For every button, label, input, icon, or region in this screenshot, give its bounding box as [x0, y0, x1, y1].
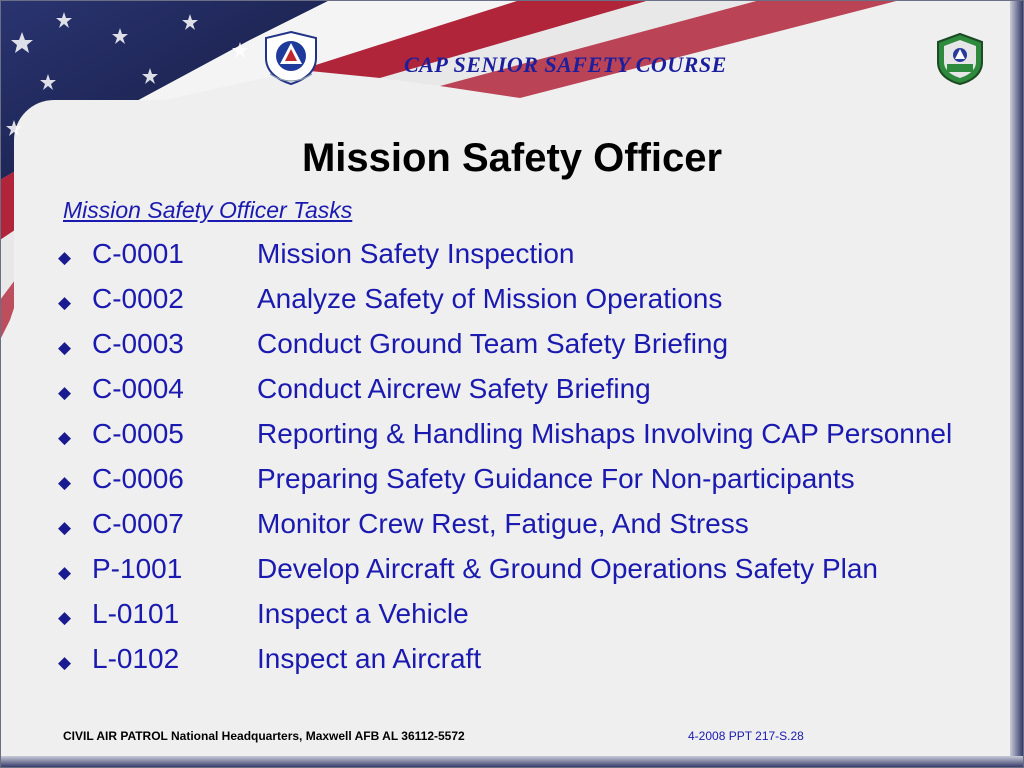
task-code: C-0007 [92, 508, 184, 539]
task-code: P-1001 [92, 553, 183, 584]
diamond-bullet-icon: ◆ [58, 563, 72, 582]
task-code: L-0102 [92, 643, 180, 674]
task-description: Inspect a Vehicle [257, 598, 469, 629]
right-frame-rail [1010, 0, 1024, 768]
list-item [58, 506, 978, 541]
task-description: Conduct Aircrew Safety Briefing [257, 373, 651, 404]
bottom-frame-rail [0, 756, 1024, 768]
list-item [58, 236, 978, 271]
diamond-bullet-icon: ◆ [58, 608, 72, 627]
task-description: Analyze Safety of Mission Operations [257, 283, 723, 314]
task-description: Monitor Crew Rest, Fatigue, And Stress [257, 508, 749, 539]
task-description: Mission Safety Inspection [257, 238, 575, 269]
slide-title: Mission Safety Officer [301, 136, 723, 180]
list-item [58, 551, 978, 586]
slide-subtitle: Mission Safety Officer Tasks [63, 197, 353, 223]
diamond-bullet-icon: ◆ [58, 338, 72, 357]
task-code: C-0001 [92, 238, 184, 269]
list-item [58, 596, 978, 631]
task-code: C-0004 [92, 373, 184, 404]
list-item [58, 326, 978, 361]
diamond-bullet-icon: ◆ [58, 473, 72, 492]
task-code: C-0005 [92, 418, 184, 449]
task-list [58, 236, 978, 686]
diamond-bullet-icon: ◆ [58, 293, 72, 312]
task-code: C-0003 [92, 328, 184, 359]
task-code: C-0002 [92, 283, 184, 314]
list-item [58, 461, 978, 496]
task-code: C-0006 [92, 463, 184, 494]
diamond-bullet-icon: ◆ [58, 248, 72, 267]
list-item [58, 281, 978, 316]
diamond-bullet-icon: ◆ [58, 518, 72, 537]
diamond-bullet-icon: ◆ [58, 653, 72, 672]
diamond-bullet-icon: ◆ [58, 383, 72, 402]
task-description: Preparing Safety Guidance For Non-participants [257, 463, 855, 494]
list-item [58, 416, 978, 451]
footer-organization: CIVIL AIR PATROL National Headquarters, Maxwell AFB AL 36112-5572 [63, 729, 465, 743]
task-description: Inspect an Aircraft [257, 643, 482, 674]
diamond-bullet-icon: ◆ [58, 428, 72, 447]
civil-air-patrol-logo [262, 30, 320, 86]
safety-shield-logo [936, 32, 984, 86]
task-code: L-0101 [92, 598, 180, 629]
task-description: Reporting & Handling Mishaps Involving CAP Personnel [257, 418, 953, 449]
list-item [58, 641, 978, 676]
course-title: CAP SENIOR SAFETY COURSE [404, 52, 727, 77]
footer-slide-id: 4-2008 PPT 217-S.28 [688, 729, 804, 743]
list-item [58, 371, 978, 406]
task-description: Develop Aircraft & Ground Operations Safety Plan [257, 553, 878, 584]
task-description: Conduct Ground Team Safety Briefing [257, 328, 729, 359]
